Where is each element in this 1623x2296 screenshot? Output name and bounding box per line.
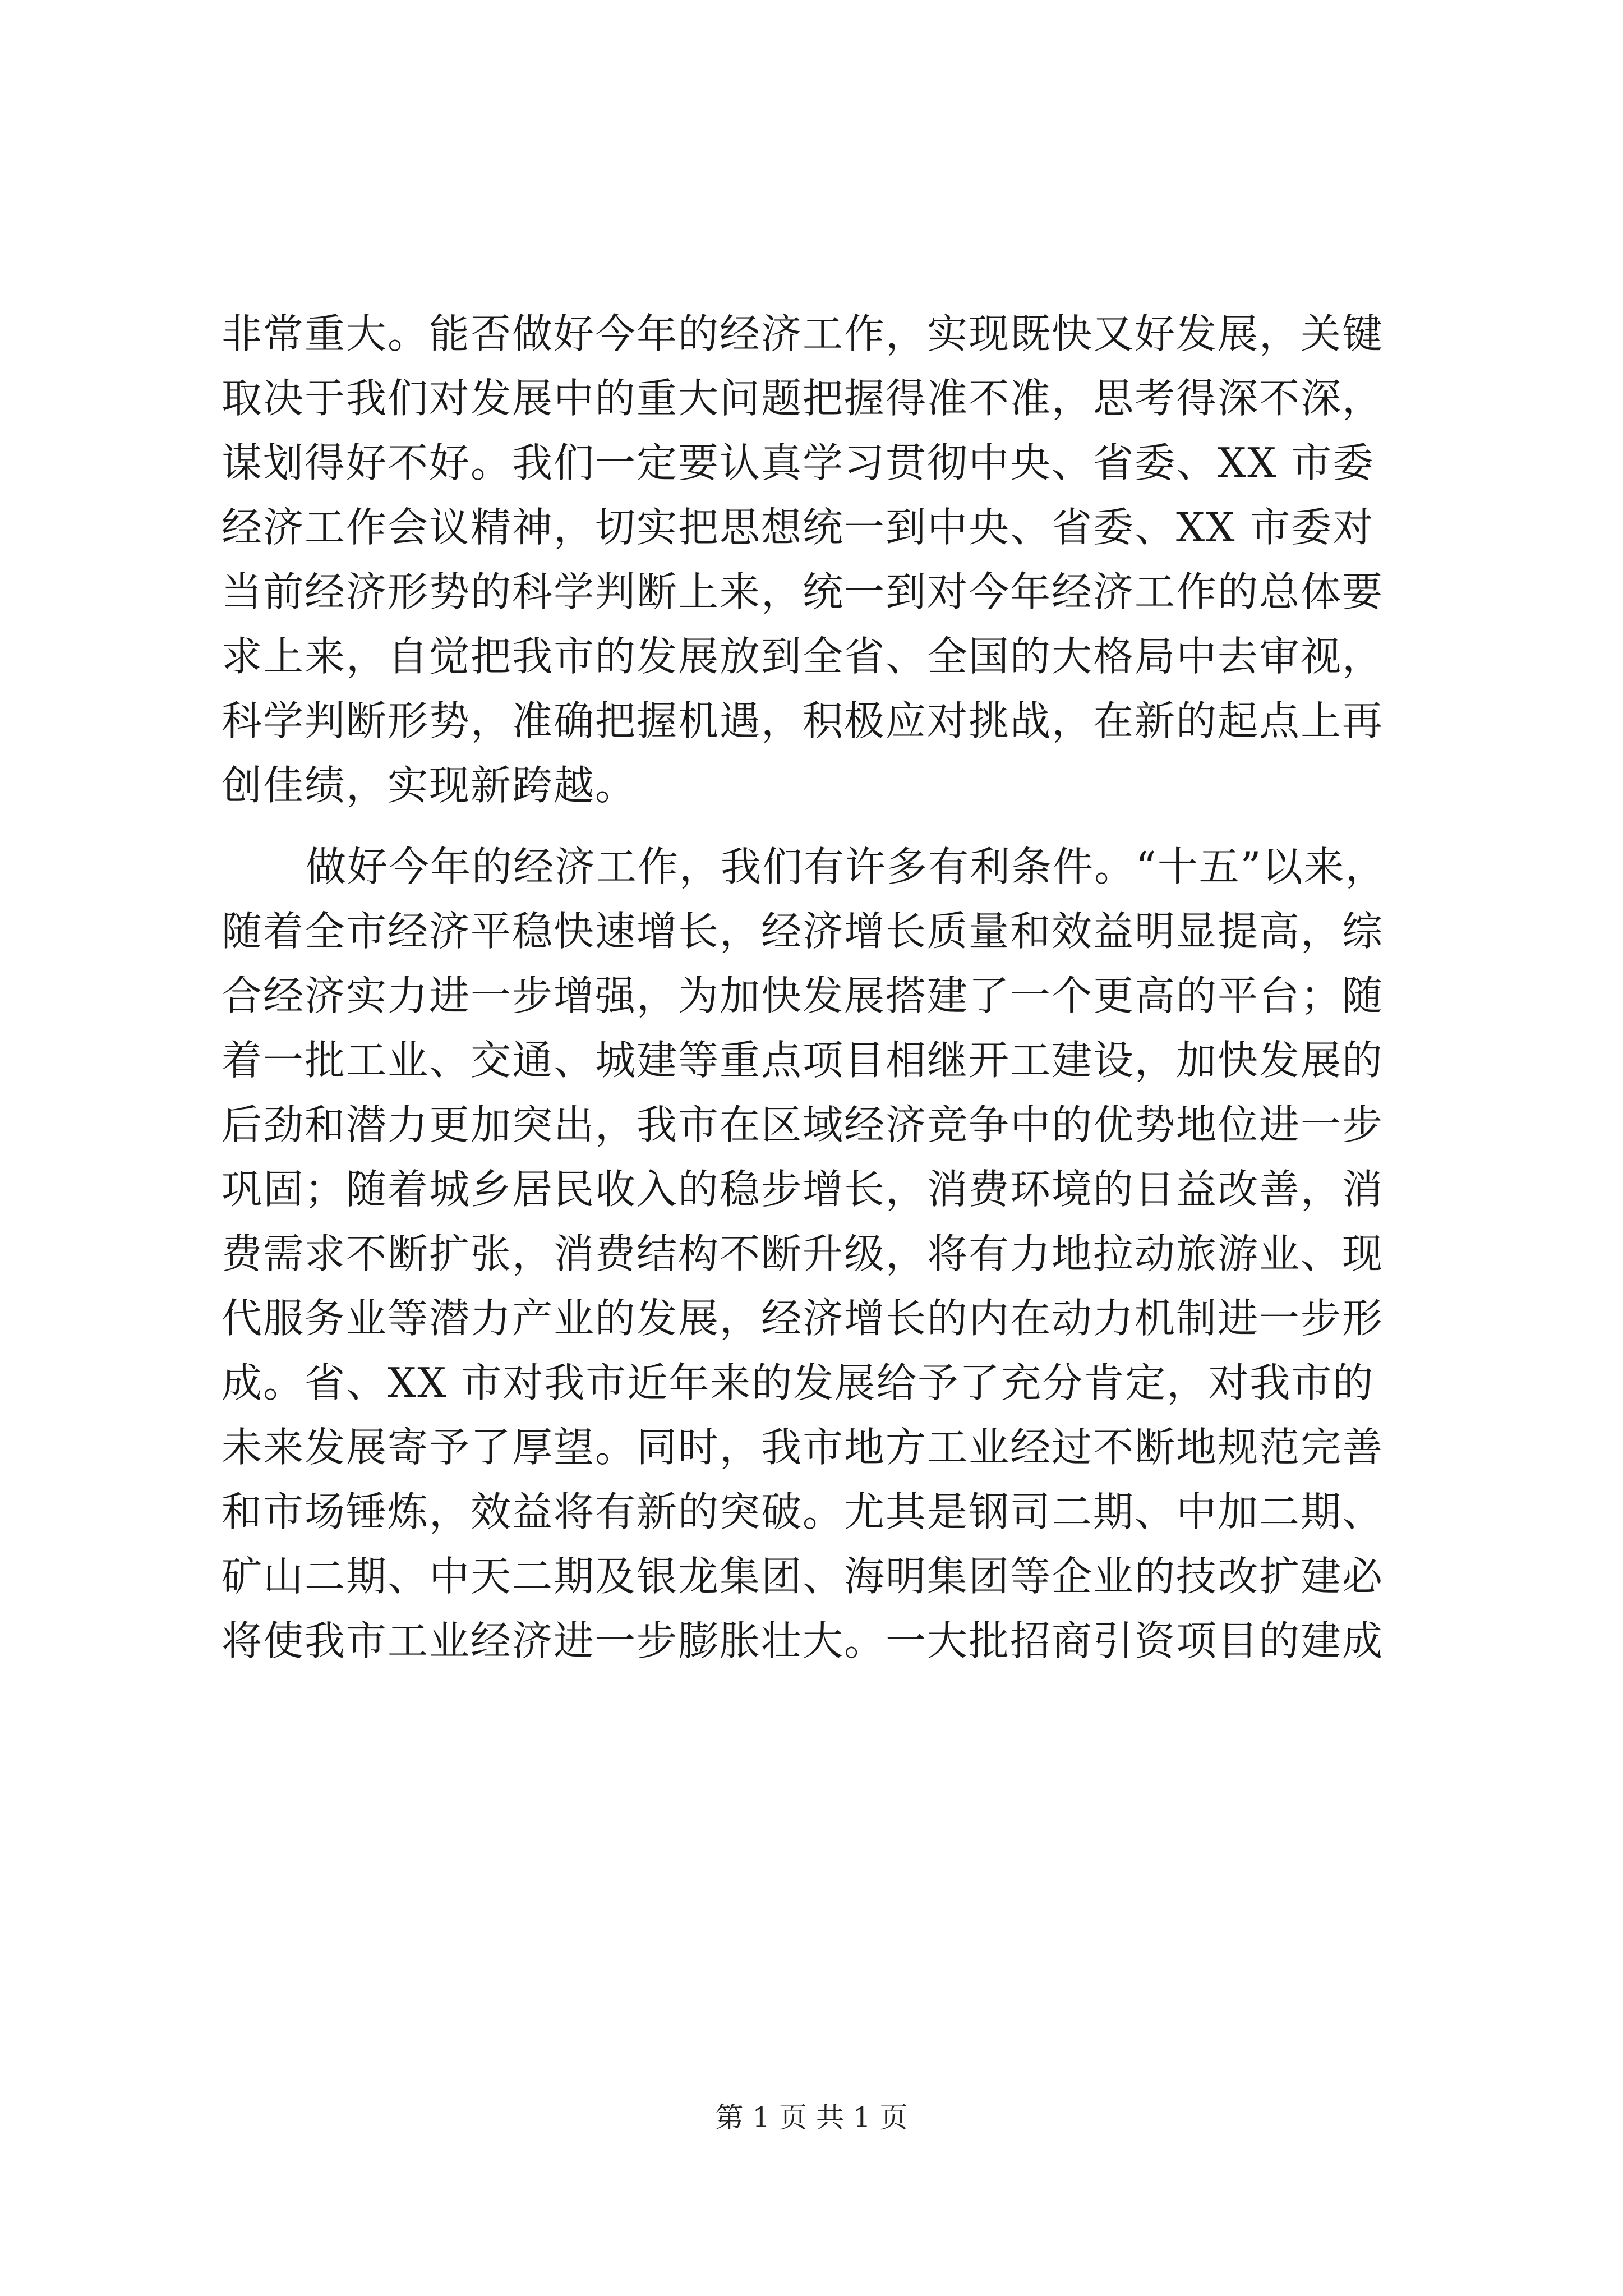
text-line: 非常重大。能否做好今年的经济工作，实现既快又好发展，关键 xyxy=(222,310,1384,357)
text-line: 着一批工业、交通、城建等重点项目相继开工建设，加快发展的 xyxy=(222,1037,1384,1084)
text-line: 代服务业等潜力产业的发展，经济增长的内在动力机制进一步形 xyxy=(222,1295,1384,1342)
text-line: 创佳绩，实现新跨越。 xyxy=(222,762,637,809)
text-line: 和市场锤炼，效益将有新的突破。尤其是钢司二期、中加二期、 xyxy=(222,1488,1384,1535)
text-line: 合经济实力进一步增强，为加快发展搭建了一个更高的平台；随 xyxy=(222,972,1384,1019)
text-line: 当前经济形势的科学判断上来，统一到对今年经济工作的总体要 xyxy=(222,568,1384,615)
text-line: 巩固；随着城乡居民收入的稳步增长，消费环境的日益改善，消 xyxy=(222,1166,1384,1213)
text-line: 将使我市工业经济进一步膨胀壮大。一大批招商引资项目的建成 xyxy=(222,1617,1384,1664)
text-line: 谋划得好不好。我们一定要认真学习贯彻中央、省委、XX 市委 xyxy=(222,439,1375,486)
text-line: 未来发展寄予了厚望。同时，我市地方工业经过不断地规范完善 xyxy=(222,1424,1384,1471)
text-line: 科学判断形势，准确把握机遇，积极应对挑战，在新的起点上再 xyxy=(222,697,1384,744)
text-line: 随着全市经济平稳快速增长，经济增长质量和效益明显提高，综 xyxy=(222,908,1384,955)
page-footer: 第 1 页 共 1 页 xyxy=(715,2101,908,2134)
text-line: 取决于我们对发展中的重大问题把握得准不准，思考得深不深， xyxy=(222,375,1384,422)
text-line: 后劲和潜力更加突出，我市在区域经济竞争中的优势地位进一步 xyxy=(222,1101,1384,1148)
text-line: 成。省、XX 市对我市近年来的发展给予了充分肯定，对我市的 xyxy=(222,1359,1375,1406)
text-line: 经济工作会议精神，切实把思想统一到中央、省委、XX 市委对 xyxy=(222,504,1375,551)
text-line: 矿山二期、中天二期及银龙集团、海明集团等企业的技改扩建必 xyxy=(222,1553,1384,1600)
text-line: 做好今年的经济工作，我们有许多有利条件。“十五”以来， xyxy=(306,843,1387,890)
text-line: 费需求不断扩张，消费结构不断升级，将有力地拉动旅游业、现 xyxy=(222,1230,1384,1277)
text-line: 求上来，自觉把我市的发展放到全省、全国的大格局中去审视， xyxy=(222,633,1384,680)
